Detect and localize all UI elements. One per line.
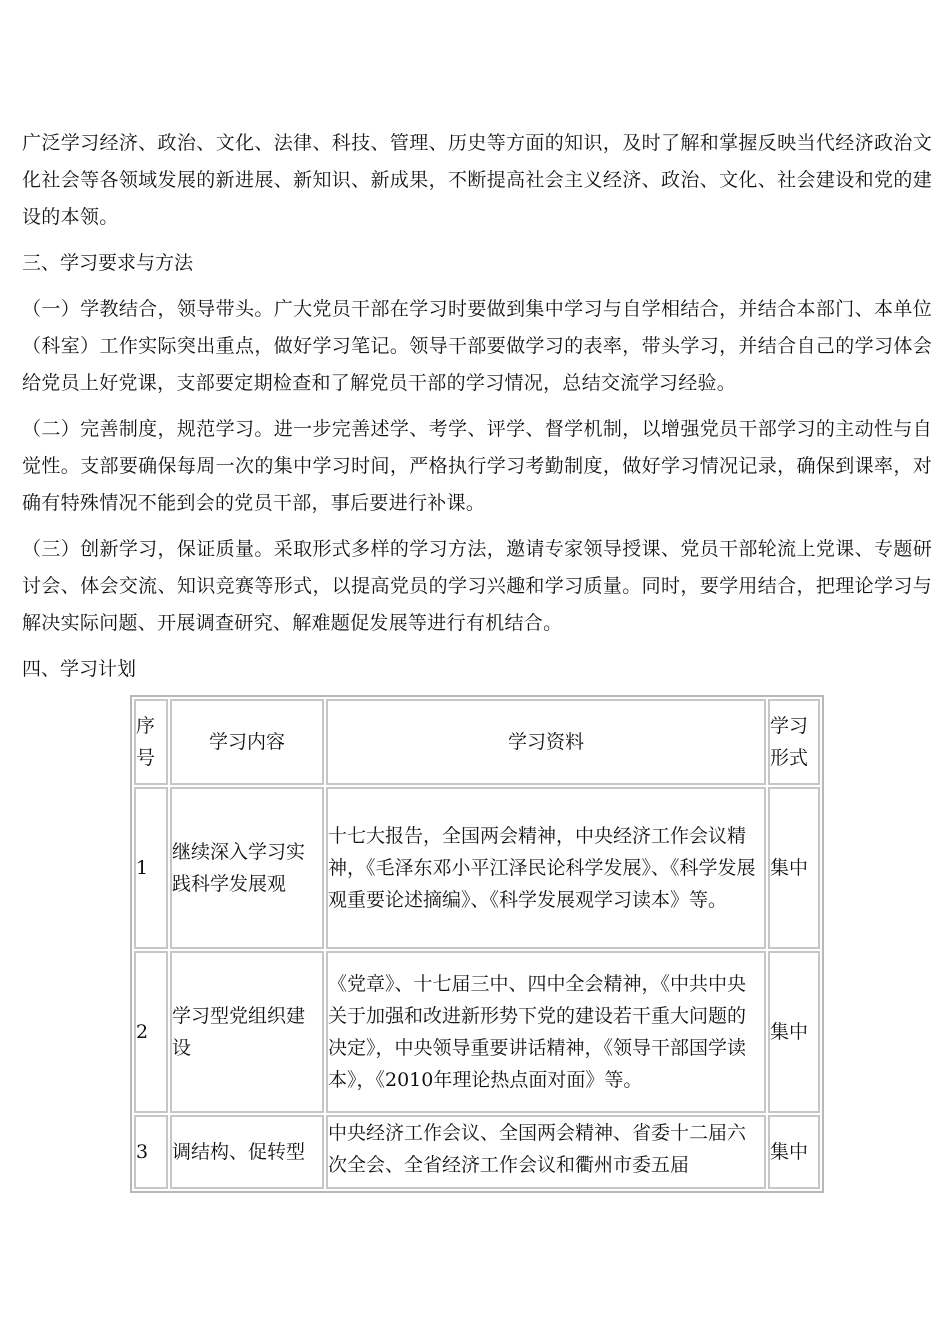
row-form: 集中 (768, 787, 820, 949)
row-number: 1 (134, 787, 168, 949)
paragraph-requirement-2: （二）完善制度，规范学习。进一步完善述学、考学、评学、督学机制，以增强党员干部学习的主动性与自觉性。支部要确保每周一次的集中学习时间，严格执行学习考勤制度，做好学习情况记录，确保到课率，对确有特殊情况不能到会的党员干部，事后要进行补课。 (22, 418, 932, 514)
header-number: 序号 (134, 699, 168, 785)
row-material-cell (326, 1115, 766, 1189)
table-row (134, 1115, 820, 1189)
row-form: 集中 (768, 1115, 820, 1189)
section-heading-requirements: 三、学习要求与方法 (22, 252, 194, 274)
row-form: 集中 (768, 951, 820, 1113)
header-material: 学习资料 (326, 699, 766, 785)
row-content: 学习型党组织建设 (170, 951, 324, 1113)
row-content: 调结构、促转型 (170, 1115, 324, 1189)
paragraph-requirement-1: （一）学教结合，领导带头。广大党员干部在学习时要做到集中学习与自学相结合，并结合本部门、本单位（科室）工作实际突出重点，做好学习笔记。领导干部要做学习的表率，带头学习，并结合自己的学习体会给党员上好党课，支部要定期检查和了解党员干部的学习情况，总结交流学习经验。 (22, 298, 932, 394)
paragraph-knowledge: 广泛学习经济、政治、文化、法律、科技、管理、历史等方面的知识，及时了解和掌握反映当代经济政治文化社会等各领域发展的新进展、新知识、新成果，不断提高社会主义经济、政治、文化、社会建设和党的建设的本领。 (22, 132, 932, 228)
row-material: 《党章》、十七届三中、四中全会精神，《中共中央关于加强和改进新形势下党的建设若干重大问题的决定》，中央领导重要讲话精神，《领导干部国学读本》，《2010年理论热点面对面》等。 (326, 951, 766, 1113)
table-header-row (134, 699, 820, 785)
section-heading-plan: 四、学习计划 (22, 658, 137, 680)
header-content: 学习内容 (170, 699, 324, 785)
row-material: 中央经济工作会议、全国两会精神、省委十二届六次全会、全省经济工作会议和衢州市委五届 (328, 1122, 747, 1176)
table-row (134, 951, 820, 1113)
document-body (22, 125, 932, 697)
header-form: 学习形式 (768, 699, 820, 785)
row-content: 继续深入学习实践科学发展观 (170, 787, 324, 949)
row-number: 3 (134, 1115, 168, 1189)
row-material: 十七大报告，全国两会精神，中央经济工作会议精神，《毛泽东邓小平江泽民论科学发展》、《科学发展观重要论述摘编》、《科学发展观学习读本》等。 (326, 787, 766, 949)
paragraph-requirement-3: （三）创新学习，保证质量。采取形式多样的学习方法，邀请专家领导授课、党员干部轮流上党课、专题研讨会、体会交流、知识竞赛等形式，以提高党员的学习兴趣和学习质量。同时，要学用结合，把理论学习与解决实际问题、开展调查研究、解难题促发展等进行有机结合。 (22, 538, 932, 634)
study-plan-table (130, 695, 824, 1193)
row-number: 2 (134, 951, 168, 1113)
table-row (134, 787, 820, 949)
